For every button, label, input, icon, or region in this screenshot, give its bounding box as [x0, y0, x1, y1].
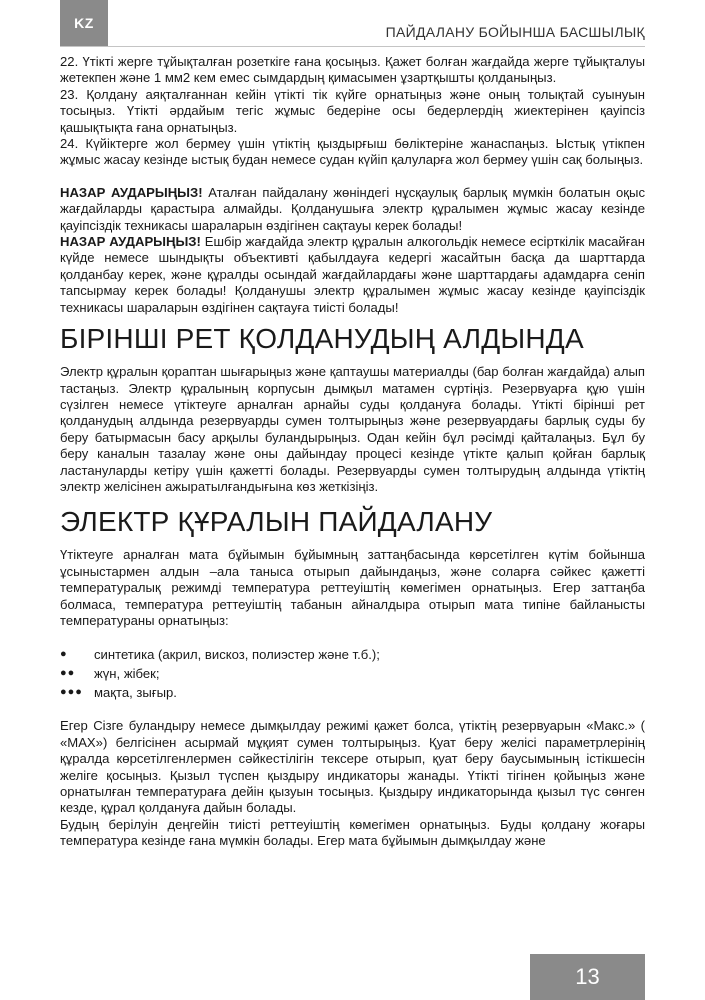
temperature-dots-icon: ● [60, 648, 68, 661]
warning-paragraph-1 [60, 185, 645, 234]
warning-label: НАЗАР АУДАРЫҢЫЗ! [60, 234, 201, 250]
warning-paragraph-2 [60, 234, 645, 316]
page-number: 13 [530, 954, 645, 1000]
safety-item-22: 22. Үтікті жерге тұйықталған розеткіге ғана қосыңыз. Қажет болған жағдайда жерге тұйықталуы жетекпен және 1 мм2 кем емес сымдардың қимасымен ұзартқышты қолданыңыз. [60, 54, 645, 86]
temperature-dots-icon: ●●● [60, 686, 83, 699]
safety-item-24: 24. Күйіктерге жол бермеу үшін үтіктің қыздырғыш бөліктеріне жанаспаңыз. Ыстық үтікпен жұмыс жасау кезінде ыстық будан немесе судан күйіп қалуларға жол бермеу үшін сақ болыңыз. [60, 136, 645, 168]
header-divider [60, 46, 645, 47]
list-item-label: жүн, жібек; [94, 666, 160, 682]
list-item [60, 683, 645, 702]
section-title-first-use: БІРІНШІ РЕТ ҚОЛДАНУДЫҢ АЛДЫНДА [60, 323, 584, 355]
operation-intro-paragraph: Үтіктеуге арналған мата бұйымын бұйымның заттаңбасында көрсетілген күтім бойынша ұсыныстармен алдын –ала таныса отырып дайындаңыз, және соларға сәйкес қажетті температуралық режимді температура реттеуіштің көмегімен орнатыңыз. Егер заттаңба болмаса, температура реттеуіштің табанын айналдыра отырып мата типіне байланысты температураны орнатыңыз: [60, 547, 645, 628]
list-item [60, 664, 645, 683]
warning-label: НАЗАР АУДАРЫҢЫЗ! [60, 184, 203, 200]
steam-level-paragraph: Будың берілуін деңгейін тиісті реттеуіштің көмегімен орнатыңыз. Буды қолдану жоғары температура кезінде ғана мүмкін болады. Егер мата бұйымын дымқылдау және [60, 816, 645, 849]
list-item-label: синтетика (акрил, вискоз, полиэстер және т.б.); [94, 647, 380, 663]
warning-text: Ешбір жағдайда электр құралын алкогольдік немесе есірткілік масайған күйде немесе шындықты объективті қабылдауға кедергі жасайтын басқа да шарттарда қолданбау керек, және құралды осындай жағдайлардағы және шарттардағы адамдарға сеніп тапсырмау керек болады! Қолданушы электр құралымен жұмыс жасау кезінде қауіпсіздік техникасы шараларын өздігінен сақтауға тиісті болады! [60, 234, 645, 315]
safety-item-23: 23. Қолдану аяқталғаннан кейін үтікті тік күйге орнатыңыз және оның толықтай суынуын тосыңыз. Үтікті әрдайым тегіс жұмыс бедеріне осы бедерлердің жиектерінен қауіпсіз қашықтықта ғана орнатыңыз. [60, 86, 645, 135]
page-content [60, 54, 645, 850]
language-tab: KZ [60, 0, 108, 46]
temperature-dots-icon: ●● [60, 667, 76, 680]
list-item [60, 645, 645, 664]
steam-paragraph: Егер Сізге буландыру немесе дымқылдау режимі қажет болса, үтіктің резервуарын «Макс.» ( «MAX») белгісінен асырмай мұқият сумен толтырыңыз. Қуат беру желісі параметрлерінің құралда көрсетілгенлермен сәйкестілігін тексере отырып, қуат беру баусымының істікшесін желіге қосыңыз. Қызыл түспен қыздыру индикаторы жанады. Үтікті тігінен қойыңыз және орнатылған температураға дейін қызуын тосыңыз. Қыздыру индикаторында қызыл түс сөнген кезде, құрал қолдануға дайын болады. [60, 718, 645, 816]
temperature-list [60, 645, 645, 702]
first-use-paragraph: Электр құралын қораптан шығарыңыз және қаптаушы материалды (бар болған жағдайда) алып тастаңыз. Электр құралының корпусын дымқыл матамен сүртіңіз. Резервуарға құю үшін сүзілген немесе үтіктеуге арналған арнайы суды қолдануға болады. Үтікті бірінші рет қолданудың алдында резервуарды сумен толтырыңыз және резервуардағы барлық суды бу беру батырмасын басу арқылы буландырыңыз. Одан кейін бұл рәсімді қайталаңыз. Бұл бу беру каналын тазалау және оны дайындау процесі кезінде үтікте қалып қойған барлық ластануларды кетіру үшін қажетті болады. Резервуарды сумен толтырудың алдында үтіктің электр желісінен ажыратылғандығына көз жеткізіңіз. [60, 364, 645, 494]
section-title-operation: ЭЛЕКТР ҚҰРАЛЫН ПАЙДАЛАНУ [60, 506, 493, 538]
running-title: ПАЙДАЛАНУ БОЙЫНША БАСШЫЛЫҚ [385, 24, 645, 40]
list-item-label: мақта, зығыр. [94, 685, 177, 701]
warning-text: Аталған пайдалану жөніндегі нұсқаулық барлық мүмкін болатын оқыс жағдайларды қарастыра алмайды. Қолданушыға электр құралымен жұмыс жасау кезінде қауіпсіздік техникасы шараларын өздігінен сақтауы керек болады! [60, 184, 645, 233]
